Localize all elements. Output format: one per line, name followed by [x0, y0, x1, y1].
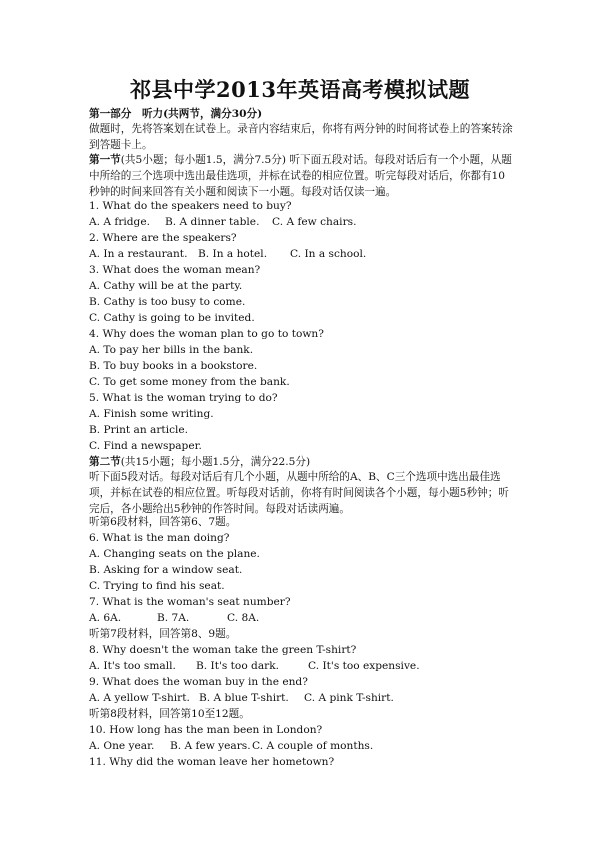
q8-option-c: C. It's too expensive.: [308, 660, 420, 672]
q6-option-c: C. Trying to find his seat.: [89, 580, 225, 592]
q4-option-a: A. To pay her bills in the bank.: [89, 344, 254, 356]
material8-note: 听第8段材料，回答第10至12题。: [89, 708, 250, 720]
q7-options: [89, 611, 259, 625]
page-title: 祁县中学2013年英语高考模拟试题: [130, 77, 470, 102]
q9-option-a: A. A yellow T-shirt.: [89, 692, 190, 704]
q6-option-a: A. Changing seats on the plane.: [89, 548, 260, 560]
q7-option-c: C. 8A.: [227, 612, 260, 624]
q5-option-b: B. Print an article.: [89, 424, 189, 436]
q3-option-b: B. Cathy is too busy to come.: [89, 296, 246, 308]
q8-option-a: A. It's too small.: [89, 660, 176, 672]
material6-note: 听第6段材料，回答第6、7题。: [89, 516, 237, 528]
q4-option-b: B. To buy books in a bookstore.: [89, 360, 258, 372]
q5-option-c: C. Find a newspaper.: [89, 440, 202, 452]
q8-stem: 8. Why doesn't the woman take the green T-shirt?: [89, 644, 357, 656]
q9-options: [89, 691, 394, 705]
q3-option-a: A. Cathy will be at the party.: [89, 280, 243, 292]
q1-option-a: A. A fridge.: [89, 216, 150, 228]
q2-option-a: A. In a restaurant.: [89, 248, 188, 260]
part1-intro: 做题时，先将答案划在试卷上。录音内容结束后，你将有两分钟的时间将试卷上的答案转涂到答题卡上。: [89, 123, 513, 151]
q5-stem: 5. What is the woman trying to do?: [89, 392, 278, 404]
q8-options: [89, 659, 420, 673]
q1-option-b: B. A dinner table.: [165, 216, 260, 228]
q2-options: [89, 247, 366, 261]
part1-heading: 第一部分 听力(共两节，满分30分): [89, 108, 263, 120]
q6-stem: 6. What is the man doing?: [89, 532, 230, 544]
q5-option-a: A. Finish some writing.: [89, 408, 214, 420]
section1-intro: [89, 152, 514, 200]
material7-note: 听第7段材料，回答第8、9题。: [89, 628, 237, 640]
q2-stem: 2. Where are the speakers?: [89, 232, 237, 244]
q7-option-b: B. 7A.: [157, 612, 190, 624]
q7-stem: 7. What is the woman's seat number?: [89, 596, 291, 608]
q10-option-a: A. One year.: [89, 740, 155, 752]
q1-option-c: C. A few chairs.: [272, 216, 357, 228]
q4-stem: 4. Why does the woman plan to go to town?: [89, 328, 324, 340]
q9-option-c: C. A pink T-shirt.: [304, 692, 394, 704]
section2-text: (共15小题；每小题1.5分，满分22.5分): [120, 456, 311, 468]
section2-intro: 听下面5段对话。每段对话后有几个小题，从题中所给的A、B、C三个选项中选出最佳选项，并标在试卷的相应位置。听每段对话前，你将有时间阅读各个小题，每小题5秒钟；听完后，各小题给出5秒钟的作答时间。每段对话读两遍。: [89, 471, 509, 515]
section2-heading: [89, 455, 310, 469]
q2-option-c: C. In a school.: [290, 248, 367, 260]
q3-stem: 3. What does the woman mean?: [89, 264, 261, 276]
section1-label: 第一节: [89, 154, 121, 166]
section1-text: (共5小题；每小题1.5，满分7.5分) 听下面五段对话。每段对话后有一个小题，从题中所给的三个选项中选出最佳选项，并标在试卷的相应位置。听完每段对话后，你都有10秒钟的时间来回答有关小题和阅读下一小题。每段对话仅读一遍。: [89, 154, 512, 198]
q10-option-b: B. A few years.: [170, 740, 251, 752]
q9-stem: 9. What does the woman buy in the end?: [89, 676, 308, 688]
q6-option-b: B. Asking for a window seat.: [89, 564, 243, 576]
q3-option-c: C. Cathy is going to be invited.: [89, 312, 255, 324]
q2-option-b: B. In a hotel.: [198, 248, 268, 260]
section2-label: 第二节: [89, 456, 121, 468]
q9-option-b: B. A blue T-shirt.: [199, 692, 289, 704]
q10-option-c: C. A couple of months.: [252, 740, 374, 752]
q10-stem: 10. How long has the man been in London?: [89, 724, 323, 736]
q1-options: [89, 215, 356, 229]
q10-options: [89, 739, 373, 753]
q7-option-a: A. 6A.: [89, 612, 122, 624]
q8-option-b: B. It's too dark.: [196, 660, 280, 672]
q11-stem: 11. Why did the woman leave her hometown?: [89, 756, 335, 768]
q4-option-c: C. To get some money from the bank.: [89, 376, 290, 388]
q1-stem: 1. What do the speakers need to buy?: [89, 200, 292, 212]
